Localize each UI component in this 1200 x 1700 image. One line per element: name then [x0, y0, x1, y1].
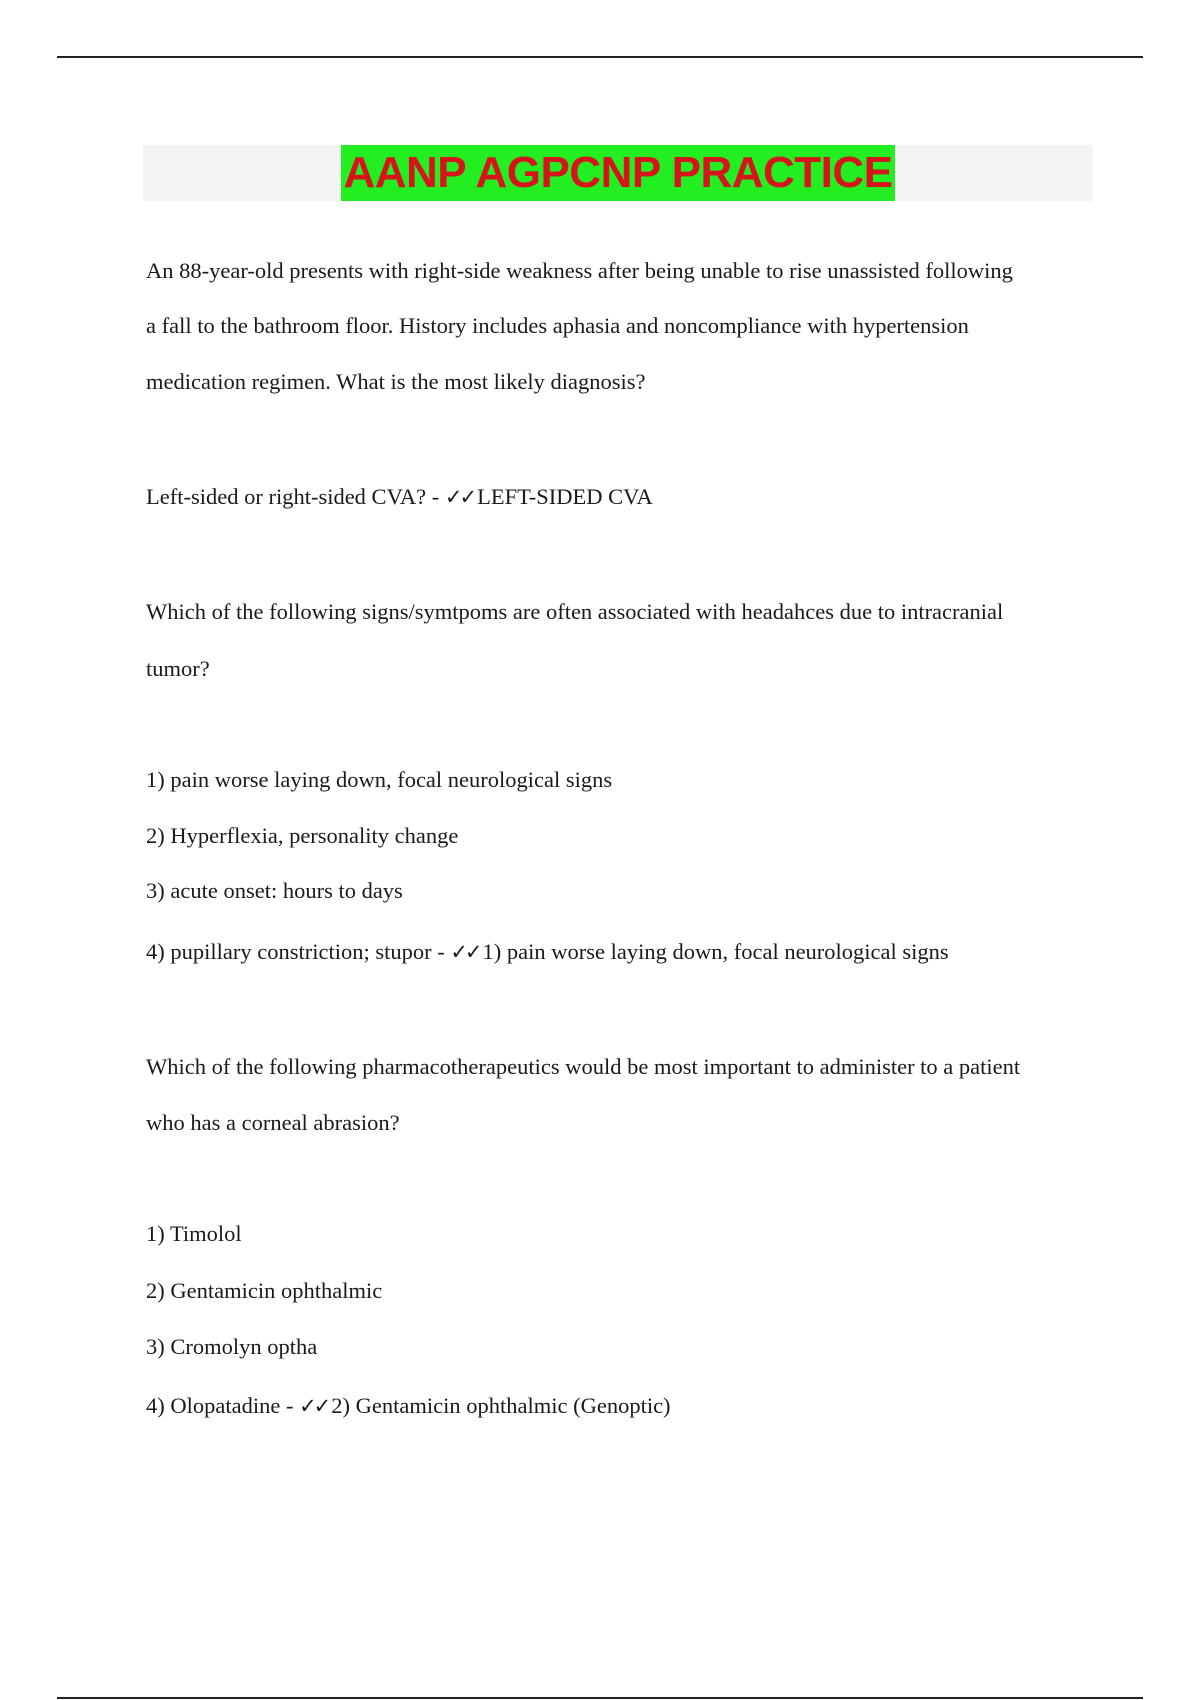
q1-line-1: An 88-year-old presents with right-side weakness after being unable to rise unassisted following — [146, 258, 1013, 283]
q4-answer: 2) Gentamicin ophthalmic (Genoptic) — [331, 1393, 671, 1418]
q4-option-1: 1) Timolol — [146, 1221, 242, 1246]
q4-line-1: Which of the following pharmacotherapeutics would be most important to administer to a patient — [146, 1054, 1021, 1079]
title-banner — [143, 145, 1093, 201]
top-rule — [57, 56, 1143, 58]
q3-answer: 1) pain worse laying down, focal neurological signs — [482, 939, 949, 964]
q4-line-2: who has a corneal abrasion? — [146, 1110, 400, 1135]
double-check-icon: ✓✓ — [299, 1394, 329, 1418]
q3-option-4 — [146, 938, 949, 966]
q3-option-3: 3) acute onset: hours to days — [146, 878, 403, 903]
q4-option-2: 2) Gentamicin ophthalmic — [146, 1278, 383, 1303]
q2-answer: LEFT-SIDED CVA — [477, 484, 653, 509]
q3-last-option: 4) pupillary constriction; stupor - — [146, 939, 451, 964]
q2-line — [146, 483, 653, 511]
q1-line-3: medication regimen. What is the most likely diagnosis? — [146, 369, 646, 394]
q1-line-2: a fall to the bathroom floor. History includes aphasia and noncompliance with hypertension — [146, 313, 969, 338]
double-check-icon: ✓✓ — [450, 940, 480, 964]
q3-option-1: 1) pain worse laying down, focal neurological signs — [146, 767, 613, 792]
q3-line-1: Which of the following signs/symtpoms are often associated with headahces due to intracranial — [146, 599, 1004, 624]
q3-line-2: tumor? — [146, 656, 210, 681]
double-check-icon: ✓✓ — [444, 485, 475, 509]
page-title: AANP AGPCNP PRACTICE — [341, 145, 894, 201]
bottom-rule — [57, 1697, 1143, 1699]
q2-prompt: Left-sided or right-sided CVA? - — [146, 484, 445, 509]
q4-option-3: 3) Cromolyn optha — [146, 1334, 318, 1359]
q4-option-4 — [146, 1392, 671, 1420]
q4-last-option: 4) Olopatadine - — [146, 1393, 300, 1418]
q3-option-2: 2) Hyperflexia, personality change — [146, 823, 459, 848]
